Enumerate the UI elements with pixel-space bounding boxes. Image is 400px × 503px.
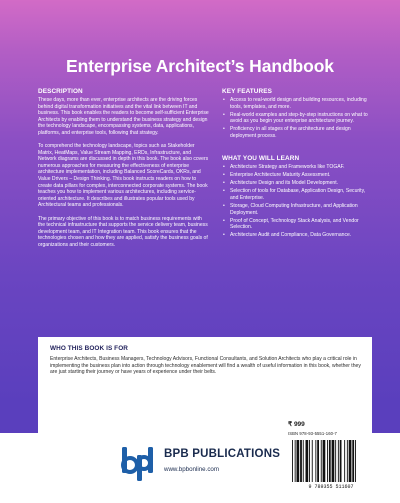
description-paragraph: These days, more than ever, enterprise architects are the driving forces behind digital transformation initiatives and the vital link between IT and business. This book enables the readers to become self-sufficient Enterprise Architects by enabling them to understand the business strategy and design the technology landscape, encompassing systems, data, applications, platforms, and enterprise tools, following that strategy. [38,97,209,136]
list-item: • Storage, Cloud Computing Infrastructure, and Application Deployment. [223,203,358,216]
what-you-learn-heading: WHAT YOU WILL LEARN [222,155,300,163]
bullet-icon: • [223,172,225,179]
isbn-label: ISBN 978-93-5551-160-7 [288,431,337,436]
bullet-icon: • [223,111,225,118]
publisher-url[interactable]: www.bpbonline.com [164,466,220,473]
list-item: • Proficiency in all stages of the architecture and design deployment process. [223,126,351,139]
list-item: • Architecture Audit and Compliance, Data Governance. [223,232,352,239]
bullet-icon: • [223,164,225,171]
description-section [38,88,210,255]
what-you-learn-list [222,164,372,238]
bullet-icon: • [223,232,225,239]
list-item: • Access to real-world design and building resources, including tools, templates, and more. [223,97,367,110]
list-item: • Enterprise Architecture Maturity Assessment. [223,172,331,179]
audience-box [38,337,372,433]
bullet-icon: • [223,180,225,187]
list-item: • Architecture Strategy and Frameworks like TOGAF. [223,164,345,171]
bullet-icon: • [223,203,225,210]
list-item: • Real-world examples and step-by-step instructions on what to avoid as you begin your enterprise architecture journey. [223,111,368,125]
bullet-icon: • [223,97,225,103]
publisher-name: BPB PUBLICATIONS [164,448,281,460]
bpb-logo-icon [118,441,158,481]
bullet-icon: • [223,217,225,224]
list-item: • Architecture Design and its Model Development. [223,180,339,187]
audience-heading: WHO THIS BOOK IS FOR [50,345,128,352]
list-item: • Selection of tools for Database, Application Design, Security, and Enterprise. [223,188,366,201]
description-paragraph: To comprehend the technology landscape, topics such as Stakeholder Matrix, HeatMaps, Value Stream Mapping, ERDs, Infrastructure, and Network diagrams are discussed in depth in this book. The book also covers numerous approaches for measuring the effectiveness of enterprise architecture implementation, including Balanced ScoreCards, OKRs, and Value Drivers – Design Thinking. This book instructs readers on how to create data pillars for complex, interconnected corporate systems. The book teaches you how to implement various architectures, including service-oriented architecture. It describes and illustrates popular tools used by Architectural teams and professionals. [38,143,209,209]
description-heading: DESCRIPTION [38,88,83,95]
bullet-icon: • [223,126,225,133]
barcode-icon [288,438,374,490]
description-paragraph: The primary objective of this book is to match business requirements with the technical infrastructure that supports the service delivery team, business development team, and IT Integration team. This book ensures that the technologies chosen and how they are applied, satisfy the business goals of organizations and their customers. [38,215,208,248]
price-label: ₹ 999 [288,421,305,428]
audience-text: Enterprise Architects, Business Managers, Technology Advisors, Functional Consultants, and Solution Architects who play a critical role in implementing the business plan into action through technology enablement will find a wealth of useful information in this book, whether they are just starting their journey or have years of experience under their belts. [50,356,361,376]
list-item: • Proof of Concept, Technology Stack Analysis, and Vendor Selection. [223,217,359,231]
key-features-list [222,97,372,139]
bullet-icon: • [223,188,225,195]
features-column [222,88,372,255]
key-features-heading: KEY FEATURES [222,88,272,95]
barcode-digits: 9 789355 511607 [308,484,354,490]
book-title: Enterprise Architect’s Handbook [66,56,334,76]
